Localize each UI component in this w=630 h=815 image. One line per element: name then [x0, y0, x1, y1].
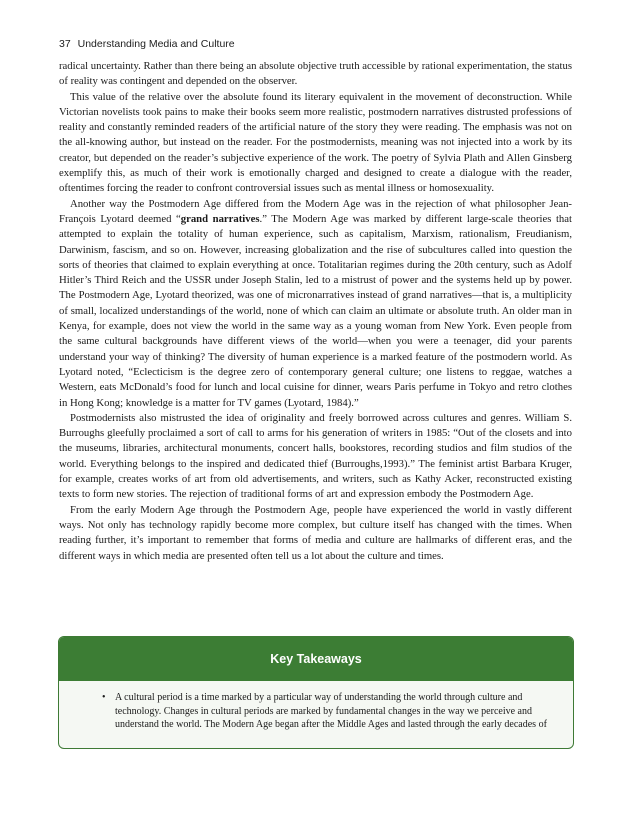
bullet-icon: • — [102, 692, 106, 703]
paragraph-5: From the early Modern Age through the Postmodern Age, people have experienced the world in vastly different ways. Not only has technology rapidly become more complex, but culture itself has changed with the times. When reading further, it’s important to remember that forms of media and culture are hallmarks of different eras, and the different ways in which media are presented often tell us a lot about the culture and times. — [59, 503, 572, 562]
page-number: 37 — [59, 38, 71, 50]
running-title: Understanding Media and Culture — [77, 38, 235, 50]
paragraph-1: radical uncertainty. Rather than there being an absolute objective truth accessible by rational experimentation, the status of reality was contingent and depended on the observer. — [59, 60, 572, 88]
key-takeaways-header — [59, 637, 573, 681]
key-takeaways-box — [58, 636, 574, 749]
paragraph-2: This value of the relative over the absolute found its literary equivalent in the movement of deconstruction. While Victorian novelists took pains to make their books seem more realistic, postmodern narratives distrusted professions of reality and constantly reminded readers of the artificial nature of the story they were reading. The emphasis was not on the all-knowing author, but instead on the reader. For the postmodernists, meaning was not injected into a work by its creator, but depended on the reader’s subjective experience of the work. The poetry of Sylvia Plath and Allen Ginsberg exemplify this, as much of their work is emotionally charged and designed to create a dialogue with the reader, oftentimes forcing the reader to confront controversial issues such as mental illness or homosexuality. — [59, 90, 572, 195]
running-head — [59, 38, 235, 50]
key-takeaways-title: Key Takeaways — [270, 652, 362, 666]
key-term-grand-narratives: grand narratives — [180, 212, 260, 225]
takeaway-item: A cultural period is a time marked by a particular way of understanding the world through culture and technology. Changes in cultural periods are marked by fundamental changes in the way we perceive and understand the world. The Modern Age began after the Middle Ages and lasted through the early decades of — [115, 692, 547, 730]
paragraph-3 — [59, 197, 572, 411]
paragraph-4: Postmodernists also mistrusted the idea of originality and freely borrowed across cultures and genres. William S. Burroughs gleefully proclaimed a sort of call to arms for his generation of writers in 1985: “Out of the closets and into the museums, libraries, architectural monuments, concert halls, bookstores, recording studios and film studios of the world. Everything belongs to the inspired and dedicated thief (Burroughs,1993).” The feminist artist Barbara Kruger, for example, creates works of art from old advertisements, and writers, such as Kathy Acker, reconstructed existing texts to form new stories. The rejection of traditional forms of art and expression embody the Postmodern Age. — [59, 411, 572, 501]
paragraph-3-lead: Another way the Postmodern Age differed from the Modern Age was in the rejection of what philosopher Jean-François Lyotard deemed “ — [59, 197, 572, 225]
paragraph-3-rest: .” The Modern Age was marked by different large-scale theories that attempted to explain the totality of human experience, such as capitalism, Marxism, rationalism, Freudianism, Darwinism, fascism, and so on. However, increasing globalization and the rise of subcultures called into question the sorts of theories that claimed to explain everything at once. Totalitarian regimes during the 20th century, such as Adolf Hitler’s Third Reich and the USSR under Joseph Stalin, led to a mistrust of power and the systems held up by power. The Postmodern Age, Lyotard theorized, was one of micronarratives instead of grand narratives—that is, a multiplicity of small, localized understandings of the world, none of which can claim an ultimate or absolute truth. An older man in Kenya, for example, does not view the world in the same way as a young woman from New York. Even people from the same cultural backgrounds have different views of the world—when you were a teenager, did your parents understand your way of thinking? The diversity of human experience is a marked feature of the postmodern world. As Lyotard noted, “Eclecticism is the degree zero of contemporary general culture; one listens to reggae, watches a Western, eats McDonald’s food for lunch and local cuisine for dinner, wears Paris perfume in Tokyo and retro clothes in Hong Kong; knowledge is a matter for TV games (Lyotard, 1984).” — [59, 212, 572, 409]
body-text — [59, 59, 572, 564]
key-takeaways-list — [59, 681, 573, 732]
